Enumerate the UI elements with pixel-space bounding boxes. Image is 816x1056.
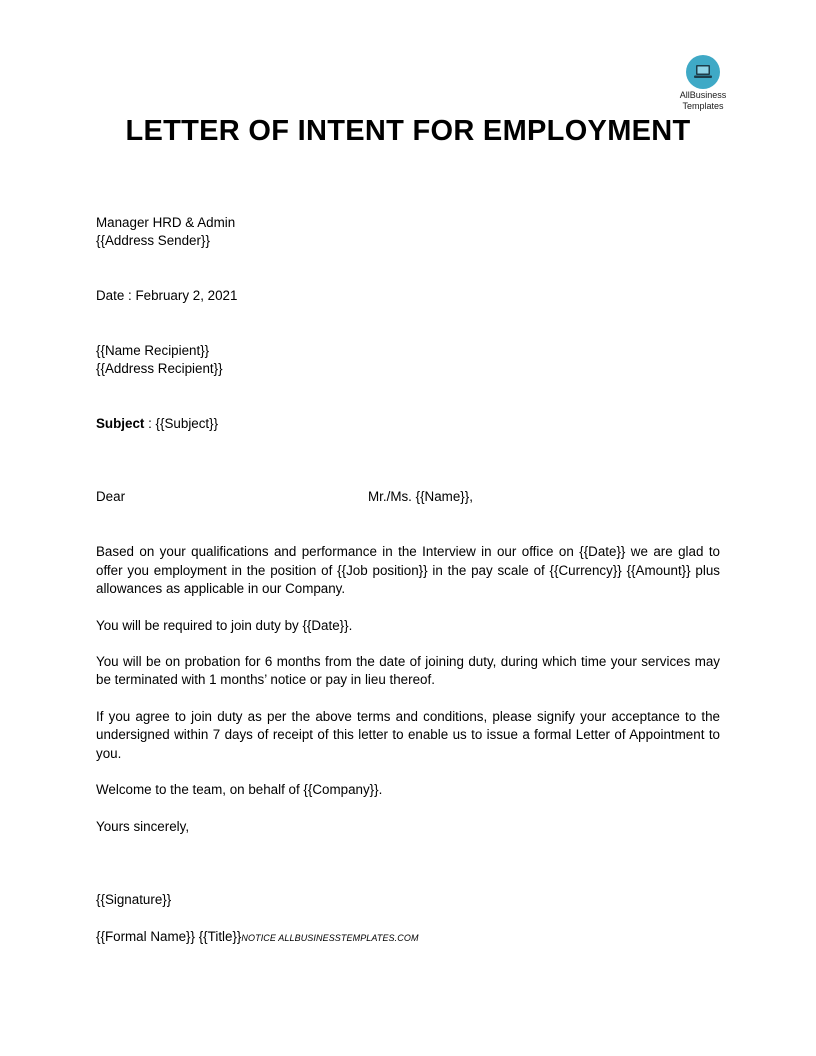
- logo-text-line1: AllBusiness: [679, 90, 727, 100]
- paragraph-probation: You will be on probation for 6 months from the date of joining duty, during which time your services may be terminated with 1 months’ notice or pay in lieu thereof.: [96, 654, 720, 688]
- recipient-address: {{Address Recipient}}: [96, 361, 223, 377]
- paragraph-join-date: You will be required to join duty by {{Date}}.: [96, 617, 353, 633]
- page-title: LETTER OF INTENT FOR EMPLOYMENT: [125, 115, 691, 147]
- salutation: [96, 488, 720, 506]
- sender-name: Manager HRD & Admin: [96, 215, 236, 230]
- notice-text: NOTICE ALLBUSINESSTEMPLATES.COM: [241, 932, 419, 943]
- paragraph-offer: Based on your qualifications and performance in the Interview in our office on {{Date}} we are glad to offer you employment in the position of {{Job position}} in the pay scale of {{Currency}} {{Amount}} plus allowances as applicable in our Company.: [96, 544, 720, 596]
- logo-text-line2: Templates: [682, 101, 724, 111]
- laptop-icon: [686, 55, 720, 89]
- salutation-name: Mr./Ms. {{Name}},: [368, 489, 473, 505]
- salutation-dear: Dear: [96, 489, 126, 505]
- subject-value: {{Subject}}: [155, 416, 219, 432]
- paragraph-acceptance: If you agree to join duty as per the above terms and conditions, please signify your acceptance to the undersigned within 7 days of receipt of this letter to enable us to issue a formal Letter of Appointment to you.: [96, 709, 720, 761]
- formal-name: {{Formal Name}} {{Title}}: [96, 928, 242, 944]
- sender-address: {{Address Sender}}: [96, 233, 210, 249]
- signature: {{Signature}}: [96, 891, 172, 907]
- allbusiness-logo: [672, 55, 734, 111]
- subject-line: [96, 415, 720, 433]
- closing: Yours sincerely,: [96, 818, 190, 834]
- paragraph-welcome: Welcome to the team, on behalf of {{Company}}.: [96, 782, 383, 798]
- subject-separator: :: [144, 416, 156, 432]
- formal-name-line: [96, 928, 720, 947]
- recipient-name: {{Name Recipient}}: [96, 343, 210, 359]
- subject-label: Subject: [96, 416, 145, 432]
- letter-body: [96, 214, 720, 947]
- letter-date: Date : February 2, 2021: [96, 288, 238, 304]
